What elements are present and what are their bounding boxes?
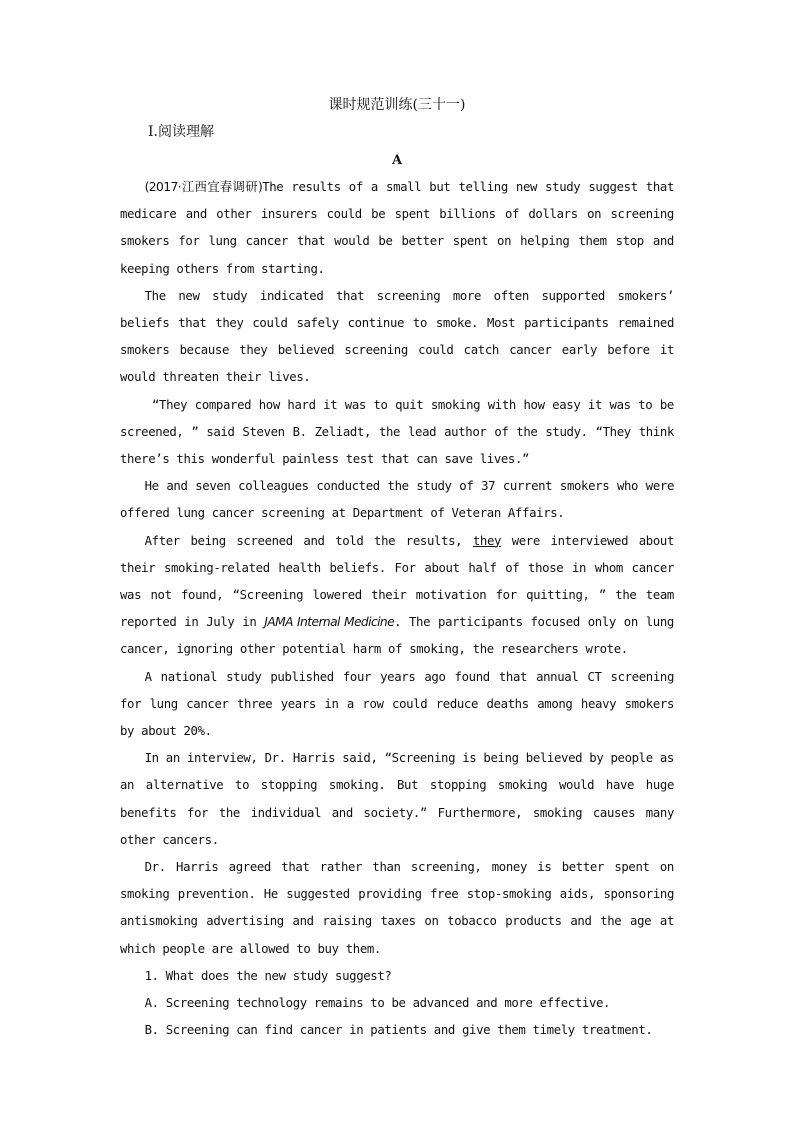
paragraph-2: The new study indicated that screening more often supported smokers’ beliefs that they could safely continue to smoke. Most participants remained smokers because they believed screening could catch cancer early before it would threaten their lives. [120, 288, 674, 385]
question-1-option-b: B. Screening can find cancer in patients and give them timely treatment. [144, 1023, 653, 1038]
passage-label: A [391, 153, 403, 168]
paragraph-5-start: After being screened and told the results, [144, 533, 473, 548]
page-title: 课时规范训练(三十一) [328, 97, 466, 113]
paragraph-4: He and seven colleagues conducted the study of 37 current smokers who were offered lung cancer screening at Department of Veteran Affairs. [120, 479, 674, 521]
section-heading: Ⅰ.阅读理解 [148, 124, 214, 140]
paragraph-5 [120, 528, 674, 664]
paragraph-5-middle: were interviewed about their smoking-related health beliefs. For about half of those in whom cancer was not found, “Screening lowered their motivation for quitting, ” the team reported in July in [120, 533, 675, 630]
journal-name: JAMA Internal Medicine [264, 615, 395, 630]
paragraph-7: In an interview, Dr. Harris said, “Screening is being believed by people as an alternative to stopping smoking. But stopping smoking would have huge benefits for the individual and society.” Furthermore, smoking causes many other cancers. [120, 751, 674, 847]
paragraph-6: A national study published four years ago found that annual CT screening for lung cancer three years in a row could reduce deaths among heavy smokers by about 20%. [120, 669, 674, 739]
passage-body [120, 174, 674, 1045]
paragraph-5-end: . The participants focused only on lung cancer, ignoring other potential harm of smoking, the researchers wrote. [120, 615, 674, 657]
underlined-word: they [472, 533, 502, 548]
paragraph-3: “They compared how hard it was to quit smoking with how easy it was to be screened, ” said Steven B. Zeliadt, the lead author of the study. “They think there’s this wonderful painless test that can save lives.” [120, 397, 674, 467]
question-1-stem: 1. What does the new study suggest? [144, 968, 392, 983]
paragraph-8: Dr. Harris agreed that rather than screening, money is better spent on smoking prevention. He suggested providing free stop-smoking aids, sponsoring antismoking advertising and raising taxes on tobacco products and the age at which people are allowed to buy them. [120, 860, 674, 956]
paragraph-1 [120, 174, 674, 283]
question-1-option-a: A. Screening technology remains to be advanced and more effective. [144, 996, 611, 1011]
paragraph-1-text: The results of a small but telling new study suggest that medicare and other insurers could be spent billions of dollars on screening smokers for lung cancer that would be better spent on helping them stop and keeping others from starting. [120, 180, 674, 276]
source-note: (2017·江西宜春调研) [144, 180, 263, 194]
